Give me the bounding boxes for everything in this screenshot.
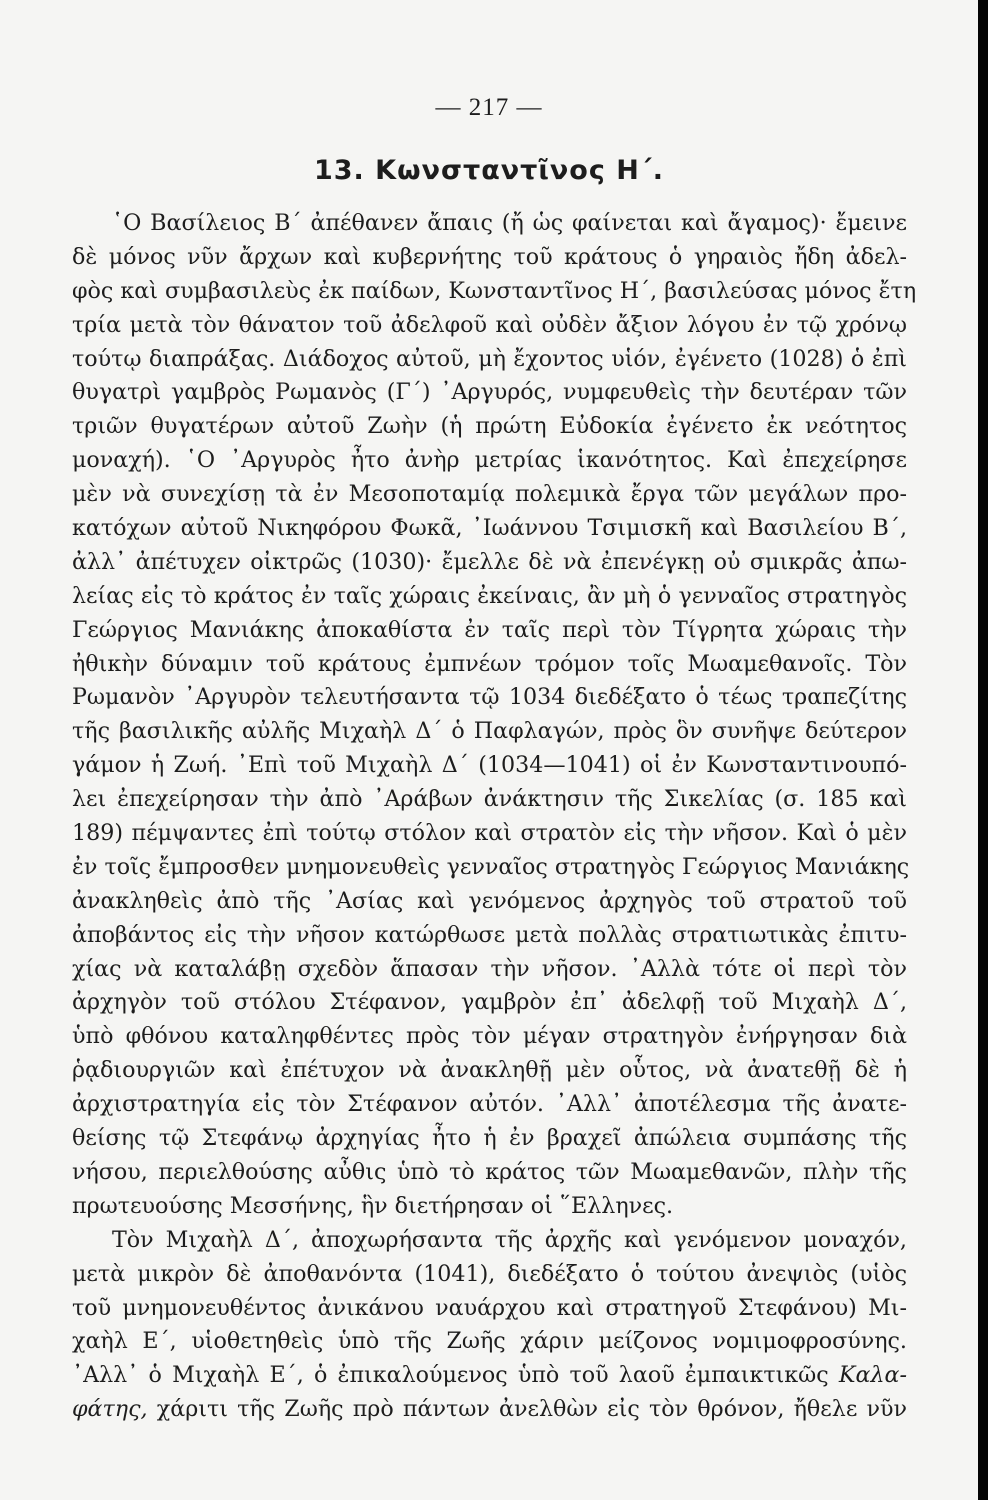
text-line: Γεώργιος Μανιάκης ἀποκαθίστα ἐν ταῖς περὶ τὸν Τίγρητα χώραις τὴν: [72, 616, 907, 643]
text-line: [72, 1393, 907, 1427]
text-line: τρία μετὰ τὸν θάνατον τοῦ ἀδελφοῦ καὶ οὐδὲν ἄξιον λόγου ἐν τῷ χρόνῳ: [72, 311, 907, 338]
chapter-title: 13. Κωνσταντῖνος Η΄.: [313, 155, 665, 186]
text-line: ἀνακληθεὶς ἀπὸ τῆς ᾿Ασίας καὶ γενόμενος ἀρχηγὸς τοῦ στρατοῦ τοῦ: [72, 887, 907, 914]
text-line: μοναχή). ῾Ο ᾿Αργυρὸς ἦτο ἀνὴρ μετρίας ἱκανότητος. Καὶ ἐπεχείρησε: [72, 447, 907, 474]
text-line: θείσης τῷ Στεφάνῳ ἀρχηγίας ἦτο ἡ ἐν βραχεῖ ἀπώλεια συμπάσης τῆς: [72, 1125, 907, 1152]
text-line: [72, 1359, 907, 1393]
text-line: λείας εἰς τὸ κράτος ἐν ταῖς χώραις ἐκείναις, ἂν μὴ ὁ γενναῖος στρατηγὸς: [72, 582, 907, 609]
text-line: μὲν νὰ συνεχίσῃ τὰ ἐν Μεσοποταμίᾳ πολεμικὰ ἔργα τῶν μεγάλων προ-: [72, 481, 907, 508]
text-line: Ρωμανὸν ᾿Αργυρὸν τελευτήσαντα τῷ 1034 διεδέξατο ὁ τέως τραπεζίτης: [72, 684, 907, 711]
text-line: ἀποβάντος εἰς τὴν νῆσον κατώρθωσε μετὰ πολλὰς στρατιωτικὰς ἐπιτυ-: [72, 921, 907, 948]
text-line: μετὰ μικρὸν δὲ ἀποθανόντα (1041), διεδέξατο ὁ τούτου ἀνεψιὸς (υἱὸς: [72, 1260, 907, 1287]
text-line: ἀλλ᾿ ἀπέτυχεν οἰκτρῶς (1030)· ἔμελλε δὲ νὰ ἐπενέγκῃ οὐ σμικρᾶς ἀπω-: [72, 548, 907, 575]
text-line: κατόχων αὐτοῦ Νικηφόρου Φωκᾶ, ᾿Ιωάννου Τσιμισκῆ καὶ Βασιλείου Β΄,: [72, 515, 907, 542]
text-line: ῥᾳδιουργιῶν καὶ ἐπέτυχον νὰ ἀνακληθῇ μὲν οὗτος, νὰ ἀνατεθῇ δὲ ἡ: [72, 1057, 907, 1084]
text-line: θυγατρὶ γαμβρὸς Ρωμανὸς (Γ΄) ᾿Αργυρός, νυμφευθεὶς τὴν δευτέραν τῶν: [72, 379, 907, 406]
text-line: τῆς βασιλικῆς αὐλῆς Μιχαὴλ Δ΄ ὁ Παφλαγών, πρὸς ὃν συνῆψε δεύτερον: [72, 718, 907, 745]
text-segment: ᾿Αλλ᾿ ὁ Μιχαὴλ Ε΄, ὁ ἐπικαλούμενος ὑπὸ τοῦ λαοῦ ἐμπαικτικῶς: [72, 1362, 829, 1389]
text-line: 189) πέμψαντες ἐπὶ τούτῳ στόλον καὶ στρατὸν εἰς τὴν νῆσον. Καὶ ὁ μὲν: [72, 820, 907, 847]
text-segment-italic: Καλα-: [838, 1362, 907, 1389]
text-line: ἀρχιστρατηγία εἰς τὸν Στέφανον αὐτόν. ᾿Αλλ᾿ ἀποτέλεσμα τῆς ἀνατε-: [72, 1091, 907, 1118]
text-line: πρωτευούσης Μεσσήνης, ἣν διετήρησαν οἱ ῞Ελληνες.: [72, 1192, 674, 1219]
text-line: ὑπὸ φθόνου καταληφθέντες πρὸς τὸν μέγαν στρατηγὸν ἐνήργησαν διὰ: [72, 1023, 907, 1050]
page-edge-shadow: [978, 0, 988, 1500]
text-line: τριῶν θυγατέρων αὐτοῦ Ζωὴν (ἡ πρώτη Εὐδοκία ἐγένετο ἐκ νεότητος: [72, 413, 907, 440]
text-line: φὸς καὶ συμβασιλεὺς ἐκ παίδων, Κωνσταντῖνος Η΄, βασιλεύσας μόνος ἔτη: [72, 277, 917, 304]
body-text: [72, 207, 917, 1427]
text-line: ῾Ο Βασίλειος Β΄ ἀπέθανεν ἄπαις (ἤ ὡς φαίνεται καὶ ἄγαμος)· ἔμεινε: [112, 210, 907, 236]
text-line: Τὸν Μιχαὴλ Δ΄, ἀποχωρήσαντα τῆς ἀρχῆς καὶ γενόμενον μοναχόν,: [112, 1226, 907, 1253]
text-line: τούτῳ διαπράξας. Διάδοχος αὐτοῦ, μὴ ἔχοντος υἱόν, ἐγένετο (1028) ὁ ἐπὶ: [72, 345, 907, 372]
text-line: λει ἐπεχείρησαν τὴν ἀπὸ ᾿Αράβων ἀνάκτησιν τῆς Σικελίας (σ. 185 καὶ: [72, 786, 907, 813]
text-line: χαὴλ Ε΄, υἱοθετηθεὶς ὑπὸ τῆς Ζωῆς χάριν μείζονος νομιμοφροσύνης.: [72, 1328, 907, 1355]
text-line: δὲ μόνος νῦν ἄρχων καὶ κυβερνήτης τοῦ κράτους ὁ γηραιὸς ἤδη ἀδελ-: [72, 243, 907, 270]
text-line: χίας νὰ καταλάβῃ σχεδὸν ἅπασαν τὴν νῆσον. ᾿Αλλὰ τότε οἱ περὶ τὸν: [72, 955, 907, 982]
page-number: — 217 —: [435, 94, 543, 121]
text-line: ἀρχηγὸν τοῦ στόλου Στέφανον, γαμβρὸν ἐπ᾿ ἀδελφῇ τοῦ Μιχαὴλ Δ΄,: [72, 989, 907, 1016]
text-segment-italic: φάτης,: [72, 1396, 148, 1423]
text-line: γάμον ἡ Ζωή. ᾿Επὶ τοῦ Μιχαὴλ Δ΄ (1034—1041) οἱ ἐν Κωνσταντινουπό-: [72, 752, 907, 779]
text-line: νήσου, περιελθούσης αὖθις ὑπὸ τὸ κράτος τῶν Μωαμεθανῶν, πλὴν τῆς: [72, 1158, 907, 1185]
text-line: ἠθικὴν δύναμιν τοῦ κράτους ἐμπνέων τρόμον τοῖς Μωαμεθανοῖς. Τὸν: [72, 650, 907, 677]
text-segment: χάριτι τῆς Ζωῆς πρὸ πάντων ἀνελθὼν εἰς τὸν θρόνον, ἤθελε νῦν: [156, 1396, 907, 1423]
text-line: τοῦ μνημονευθέντος ἀνικάνου ναυάρχου καὶ στρατηγοῦ Στεφάνου) Μι-: [72, 1294, 907, 1321]
text-line: ἐν τοῖς ἔμπροσθεν μνημονευθεὶς γενναῖος στρατηγὸς Γεώργιος Μανιάκης: [72, 853, 910, 880]
